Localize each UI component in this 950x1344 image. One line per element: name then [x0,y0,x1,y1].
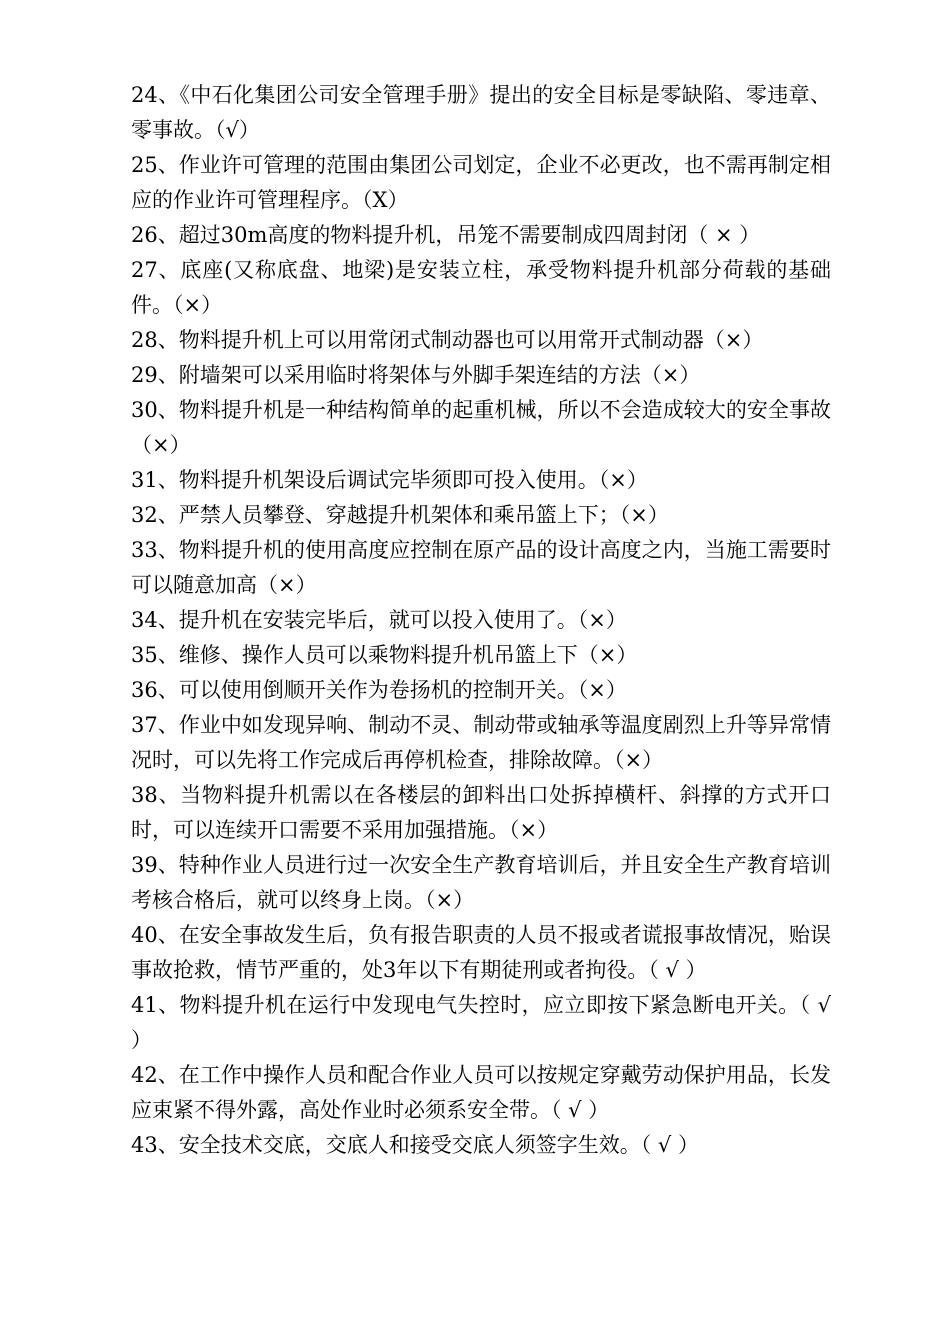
question-item-36: 36、可以使用倒顺开关作为卷扬机的控制开关。（×） [131,678,627,702]
question-item-27: 27、底座(又称底盘、地梁)是安装立柱，承受物料提升机部分荷载的基础件。（×） [131,258,831,317]
question-item-33: 33、物料提升机的使用高度应控制在原产品的设计高度之内，当施工需要时可以随意加高（×） [131,538,831,597]
question-item-26: 26、超过30m高度的物料提升机，吊笼不需要制成四周封闭（ × ） [131,223,761,247]
question-item-34: 34、提升机在安装完毕后，就可以投入使用了。（×） [131,608,627,632]
question-item-41: 41、物料提升机在运行中发现电气失控时，应立即按下紧急断电开关。（ √ ） [131,993,831,1052]
question-item-35: 35、维修、操作人员可以乘物料提升机吊篮上下（×） [131,643,638,667]
question-item-29: 29、附墙架可以采用临时将架体与外脚手架连结的方法（×） [131,363,701,387]
question-item-32: 32、严禁人员攀登、穿越提升机架体和乘吊篮上下；（×） [131,503,669,527]
question-item-24: 24、《中石化集团公司安全管理手册》提出的安全目标是零缺陷、零违章、零事故。（√） [131,83,831,142]
question-item-39: 39、特种作业人员进行过一次安全生产教育培训后，并且安全生产教育培训考核合格后，就可以终身上岗。（×） [131,853,831,912]
question-item-38: 38、当物料提升机需以在各楼层的卸料出口处拆掉横杆、斜撑的方式开口时，可以连续开口需要不采用加强措施。（×） [131,783,831,842]
question-list [131,78,831,1163]
question-item-28: 28、物料提升机上可以用常闭式制动器也可以用常开式制动器（×） [131,328,764,352]
question-item-25: 25、作业许可管理的范围由集团公司划定，企业不必更改，也不需再制定相应的作业许可管理程序。（X） [131,153,831,212]
question-item-30: 30、物料提升机是一种结构简单的起重机械，所以不会造成较大的安全事故（×） [131,398,831,457]
question-item-40: 40、在安全事故发生后，负有报告职责的人员不报或者谎报事故情况，贻误事故抢救，情节严重的，处3年以下有期徒刑或者拘役。（ √ ） [131,923,831,982]
question-item-31: 31、物料提升机架设后调试完毕须即可投入使用。（×） [131,468,648,492]
question-item-43: 43、安全技术交底，交底人和接受交底人须签字生效。（ √ ） [131,1133,699,1157]
question-item-37: 37、作业中如发现异响、制动不灵、制动带或轴承等温度剧烈上升等异常情况时，可以先将工作完成后再停机检查，排除故障。（×） [131,713,831,772]
question-item-42: 42、在工作中操作人员和配合作业人员可以按规定穿戴劳动保护用品，长发应束紧不得外露，高处作业时必须系安全带。（ √ ） [131,1063,831,1122]
